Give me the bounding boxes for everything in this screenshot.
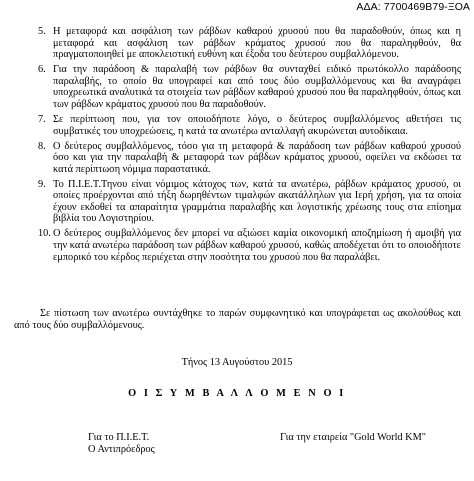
item-text: Το Π.Ι.Ε.Τ.Τηνου είναι νόμιμος κάτοχος των, κατά τα ανωτέρω, ράβδων κράματος χρυσού, οι οποίες προέρχονται από τήξη δωρηθέντων τιμαλφών ακατάλληλων για Ιερή χρήση, για τα οποία έχουν εκδοθεί τα απαραίτητα γραμμάτια παραλαβής και λογιστικής χρέωσης τους στα επίσημα βιβλία του Λογιστηρίου. (53, 178, 461, 225)
signatory-company: Για την εταιρεία "Gold World KM" (280, 432, 426, 443)
item-text: Σε περίπτωση που, για τον οποιοδήποτε λόγο, ο δεύτερος συμβαλλόμενος αθετήσει τις συμβατικές του υποχρεώσεις, η κατά τα ανωτέρω ανταλλαγή ακυρώνεται αυτοδίκαια. (53, 113, 461, 137)
item-text: Για την παράδοση & παραλαβή των ράβδων θα συνταχθεί ειδικό πρωτόκολλο παράδοσης παραλαβής, το οποίο θα υπογραφεί και από τους δύο συμβαλλόμενους και θα αναγράφει υποχρεωτικά αναλυτικά τα στοιχεία των ράβδων καθαρού χρυσού που θα παραληφθούν, όπως και των ράβδων κράματος χρυσού που θα παραδοθούν. (53, 64, 461, 110)
document-id-label: ΑΔΑ: 7700469Β79-ΞΟΑ (356, 1, 470, 13)
signatory-role: Ο Αντιπρόεδρος (88, 444, 155, 455)
list-item (0, 141, 474, 176)
signing-date: Τήνος 13 Αυγούστου 2015 (181, 357, 293, 368)
list-item (0, 228, 474, 263)
contract-terms-list (0, 26, 474, 267)
parties-heading: Ο Ι Σ Υ Μ Β Α Λ Λ Ο Μ Ε Ν Ο Ι (128, 388, 346, 399)
closing-paragraph: Σε πίστωση των ανωτέρω συντάχθηκε το παρών συμφωνητικό και υπογράφεται ως ακολούθως και από τους δύο συμβαλλόμενους. (14, 308, 461, 331)
item-number: 8. (38, 140, 46, 152)
item-number: 7. (38, 113, 46, 125)
signature-block-right (280, 432, 426, 444)
signature-block-left (88, 432, 155, 456)
signatory-org: Για το Π.Ι.Ε.Τ. (88, 432, 150, 443)
list-item (0, 64, 474, 110)
item-text: Ο δεύτερος συμβαλλόμενος δεν μπορεί να αξιώσει καμία οικονομική αποζημίωση ή αμοιβή για την κατά ανωτέρω παράδοση των ράβδων καθαρού χρυσού, καθώς αποδέχεται ότι το οποιοδήποτε εμπορικό του κέρδος περιέχεται στην ποσότητα του χρυσού που θα παραλάβει. (53, 228, 461, 263)
item-number: 9. (38, 178, 46, 190)
list-item (0, 114, 474, 137)
list-item (0, 26, 474, 61)
item-text: Η μεταφορά και ασφάλιση των ράβδων καθαρού χρυσού που θα παραδοθούν, όπως και η μεταφορά και ασφάλιση των ράβδων κράματος χρυσού που θα παραληφθούν, θα πραγματοποιηθεί με αποκλειστική ευθύνη και έξοδα του δεύτερου συμβαλλόμενου. (53, 26, 461, 61)
item-number: 6. (38, 64, 46, 76)
item-number: 5. (38, 26, 46, 37)
item-number: 10. (38, 228, 51, 240)
item-text: Ο δεύτερος συμβαλλόμενος, τόσο για τη μεταφορά & παράδοση των ράβδων καθαρού χρυσού όσο και για την παραλαβή & μεταφορά των ράβδων κράματος χρυσού, οφείλει να εκδώσει τα κατά περίπτωση νόμιμα παραστατικά. (53, 140, 461, 175)
list-item (0, 179, 474, 225)
